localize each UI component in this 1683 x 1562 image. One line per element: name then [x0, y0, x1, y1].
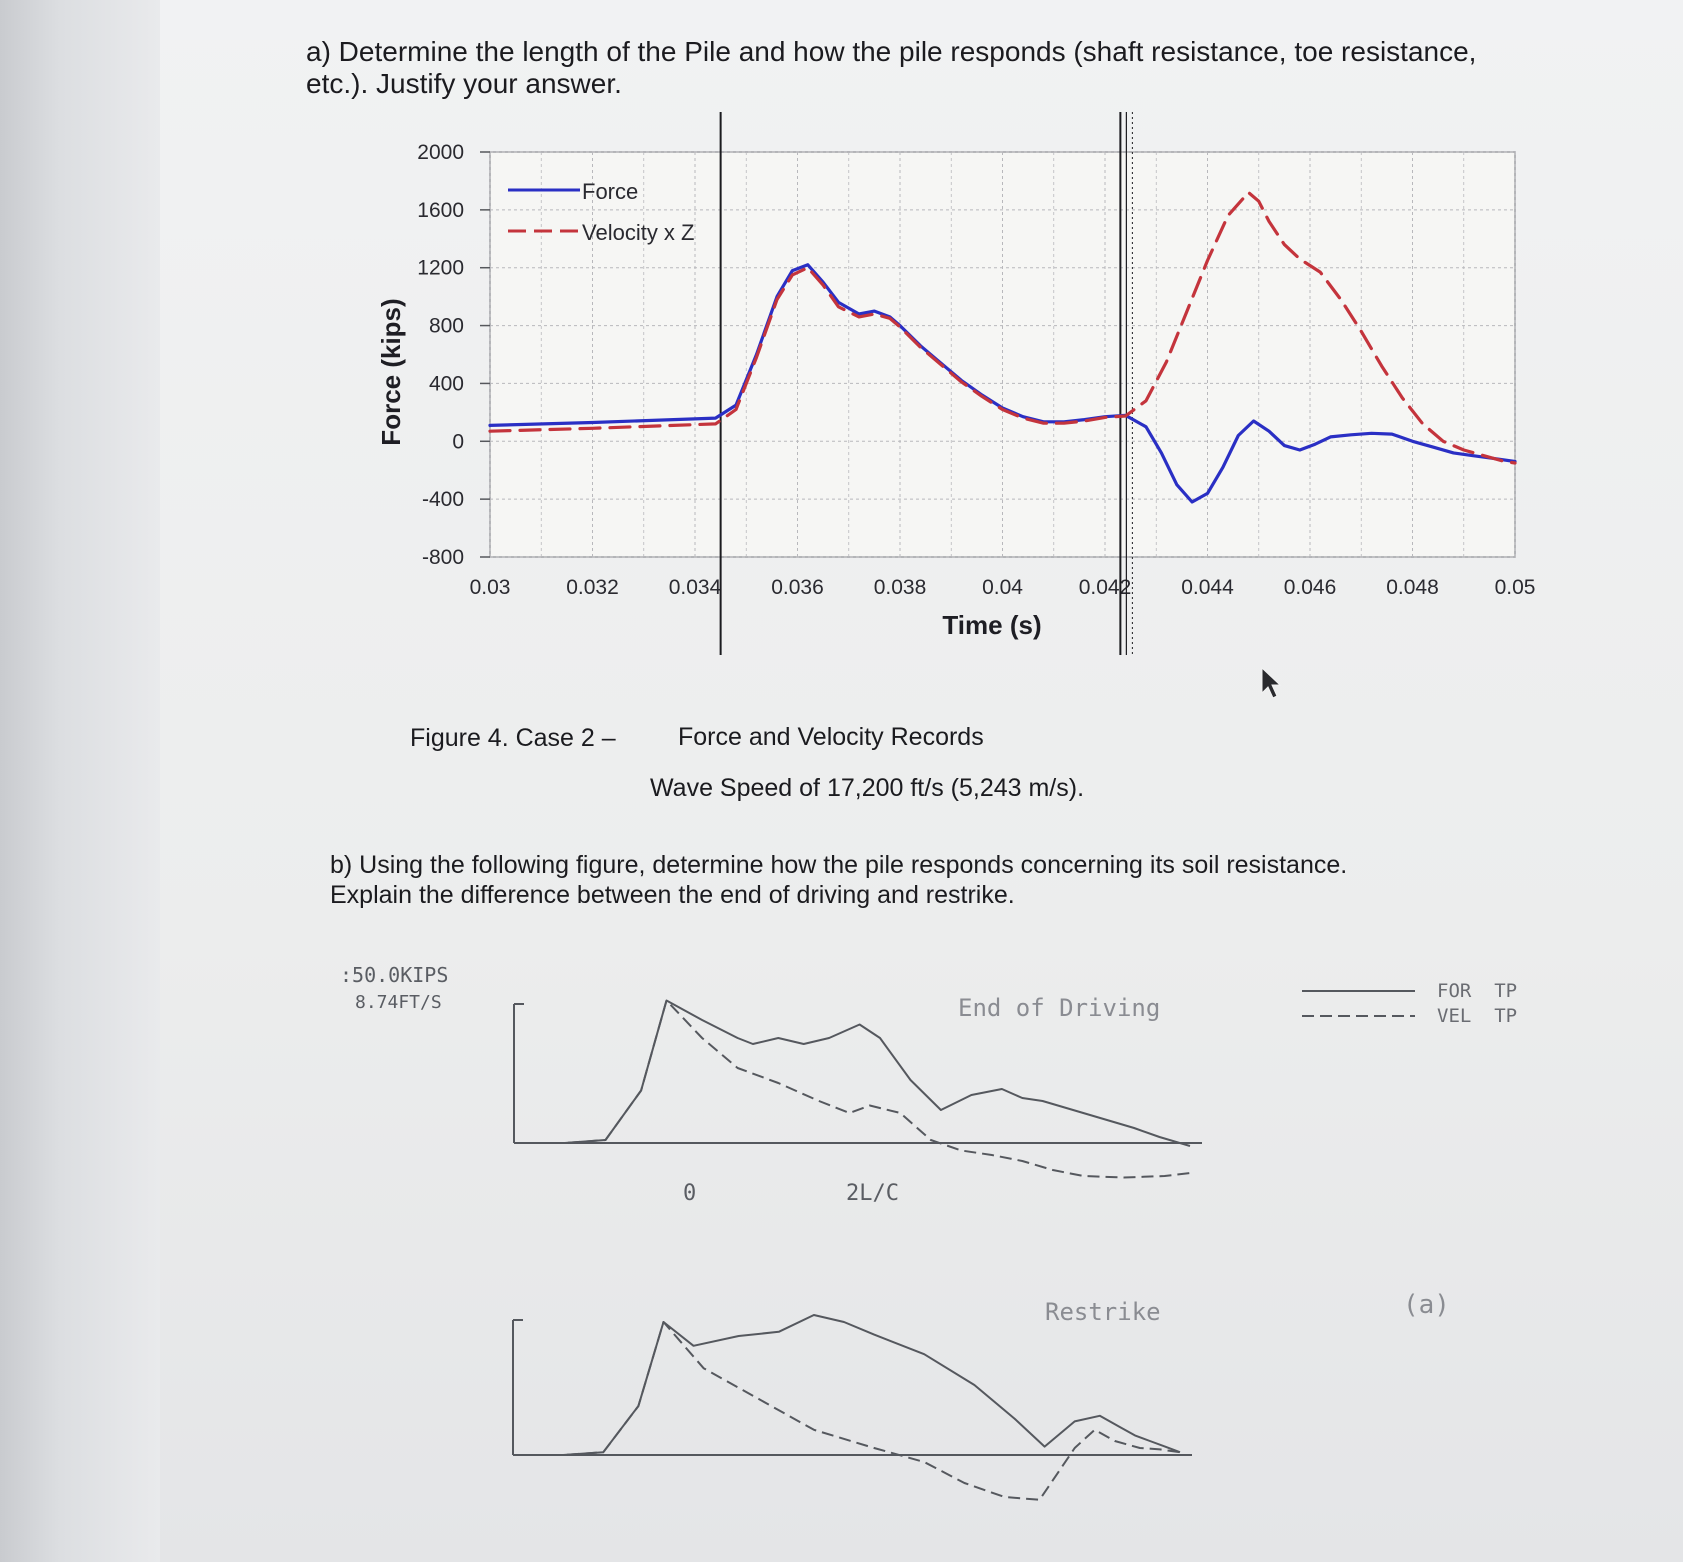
- figure-caption-title: Force and Velocity Records: [678, 723, 984, 751]
- wave-legend: [1302, 980, 1517, 1027]
- restrike-wave-plot: [513, 1315, 1192, 1500]
- x-tick-label: 0.044: [1181, 576, 1234, 599]
- figure-caption-wave-speed: Wave Speed of 17,200 ft/s (5,243 m/s).: [650, 774, 1085, 802]
- y-tick-labels: [417, 141, 464, 569]
- wave-tick-2lc: 2L/C: [846, 1181, 899, 1206]
- wave-legend-velocity-label: VEL TP: [1437, 1005, 1518, 1027]
- restrike-title: Restrike: [1045, 1298, 1161, 1326]
- y-tick-label: 400: [428, 372, 464, 396]
- y-tick-label: 800: [428, 314, 464, 338]
- legend-force-label: Force: [582, 179, 639, 204]
- scale-label-velocity: 8.74FT/S: [355, 992, 442, 1013]
- x-tick-label: 0.038: [873, 576, 927, 599]
- x-tick-label: 0.04: [982, 576, 1023, 599]
- x-tick-label: 0.05: [1494, 576, 1536, 599]
- x-axis-label: Time (s): [942, 610, 1042, 640]
- y-tick-label: 1600: [417, 198, 464, 222]
- y-tick-label: 0: [452, 430, 464, 454]
- question-a-line1: a) Determine the length of the Pile and how the pile responds (shaft resistance, toe resistance,: [306, 36, 1477, 67]
- wave-force-trace: [513, 1315, 1180, 1455]
- x-tick-label: 0.042: [1078, 576, 1132, 599]
- wave-tick-zero: 0: [683, 1181, 697, 1206]
- wave-force-trace: [514, 1001, 1190, 1147]
- legend-velocity-label: Velocity x Z: [582, 220, 695, 245]
- question-b: [330, 850, 1347, 910]
- y-axis-label: Force (kips): [376, 298, 406, 446]
- y-tick-label: -800: [421, 546, 464, 569]
- y-tick-label: 1200: [417, 256, 464, 280]
- x-tick-label: 0.048: [1386, 576, 1439, 599]
- x-tick-label: 0.032: [566, 576, 619, 599]
- wave-legend-force-label: FOR TP: [1437, 980, 1518, 1002]
- end-of-driving-title: End of Driving: [958, 994, 1161, 1022]
- x-tick-label: 0.036: [771, 576, 824, 599]
- question-a-line2: etc.). Justify your answer.: [306, 68, 622, 99]
- y-tick-label: -400: [421, 488, 464, 512]
- x-tick-label: 0.034: [668, 576, 722, 599]
- x-tick-labels: [470, 576, 1536, 599]
- y-tick-label: 2000: [417, 141, 464, 164]
- scale-label-kips: :50.0KIPS: [340, 963, 449, 987]
- mouse-cursor-icon: [1262, 668, 1280, 698]
- end-of-driving-wave-plot: [514, 1001, 1202, 1178]
- x-tick-label: 0.046: [1283, 576, 1337, 599]
- x-tick-label: 0.03: [469, 576, 511, 599]
- figure-caption-prefix: Figure 4. Case 2 –: [410, 724, 616, 752]
- wave-velocity-trace: [513, 1322, 1180, 1500]
- panel-label-a: (a): [1403, 1290, 1450, 1320]
- question-b-line1: b) Using the following figure, determine how the pile responds concerning its soil resistance.: [330, 851, 1348, 879]
- question-b-line2: Explain the difference between the end of driving and restrike.: [330, 881, 1015, 909]
